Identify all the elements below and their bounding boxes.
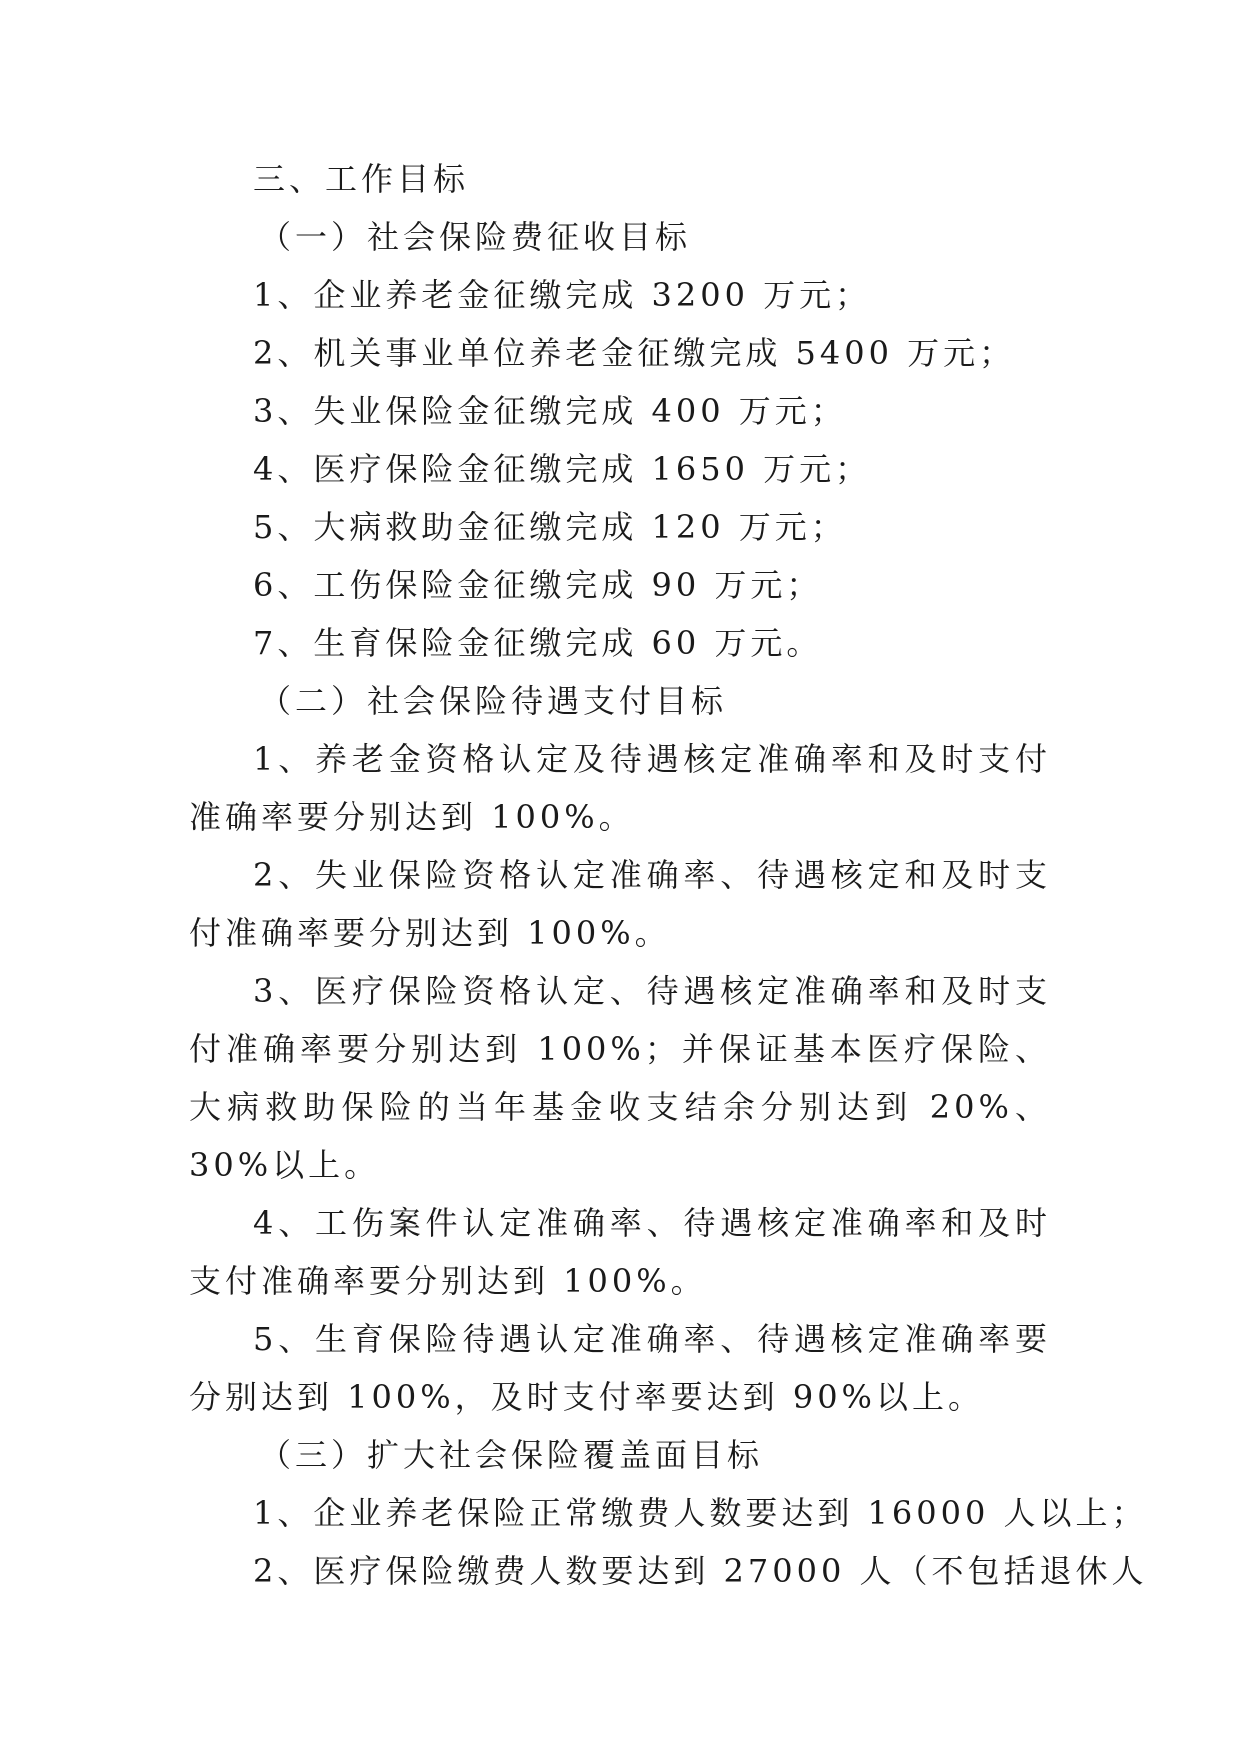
document-page — [189, 150, 1148, 1600]
list-item: 6、工伤保险金征缴完成 90 万元； — [253, 566, 823, 604]
paragraph: 2、失业保险资格认定准确率、待遇核定和及时支付准确率要分别达到 100%。 — [189, 856, 1051, 952]
list-item: 1、企业养老保险正常缴费人数要达到 16000 人以上； — [253, 1494, 1148, 1532]
section-title: 三、工作目标 — [253, 160, 470, 198]
list-item: 2、医疗保险缴费人数要达到 27000 人（不包括退休人 — [253, 1552, 1148, 1590]
list-item: 3、失业保险金征缴完成 400 万元； — [253, 392, 847, 430]
subsection-title-2: （二）社会保险待遇支付目标 — [259, 682, 728, 720]
paragraph: 3、医疗保险资格认定、待遇核定准确率和及时支付准确率要分别达到 100%；并保证基本医疗保险、大病救助保险的当年基金收支结余分别达到 20%、30%以上。 — [189, 972, 1051, 1184]
paragraph: 5、生育保险待遇认定准确率、待遇核定准确率要分别达到 100%，及时支付率要达到 90%以上。 — [189, 1320, 1051, 1416]
list-item: 7、生育保险金征缴完成 60 万元。 — [253, 624, 823, 662]
subsection-title-1: （一）社会保险费征收目标 — [259, 218, 692, 256]
list-item: 4、医疗保险金征缴完成 1650 万元； — [253, 450, 872, 488]
paragraph: 4、工伤案件认定准确率、待遇核定准确率和及时支付准确率要分别达到 100%。 — [189, 1204, 1051, 1300]
list-item: 2、机关事业单位养老金征缴完成 5400 万元； — [253, 334, 1016, 372]
paragraph: 1、养老金资格认定及待遇核定准确率和及时支付准确率要分别达到 100%。 — [189, 740, 1051, 836]
list-item: 1、企业养老金征缴完成 3200 万元； — [253, 276, 872, 314]
list-item: 5、大病救助金征缴完成 120 万元； — [253, 508, 847, 546]
subsection-title-3: （三）扩大社会保险覆盖面目标 — [259, 1436, 764, 1474]
